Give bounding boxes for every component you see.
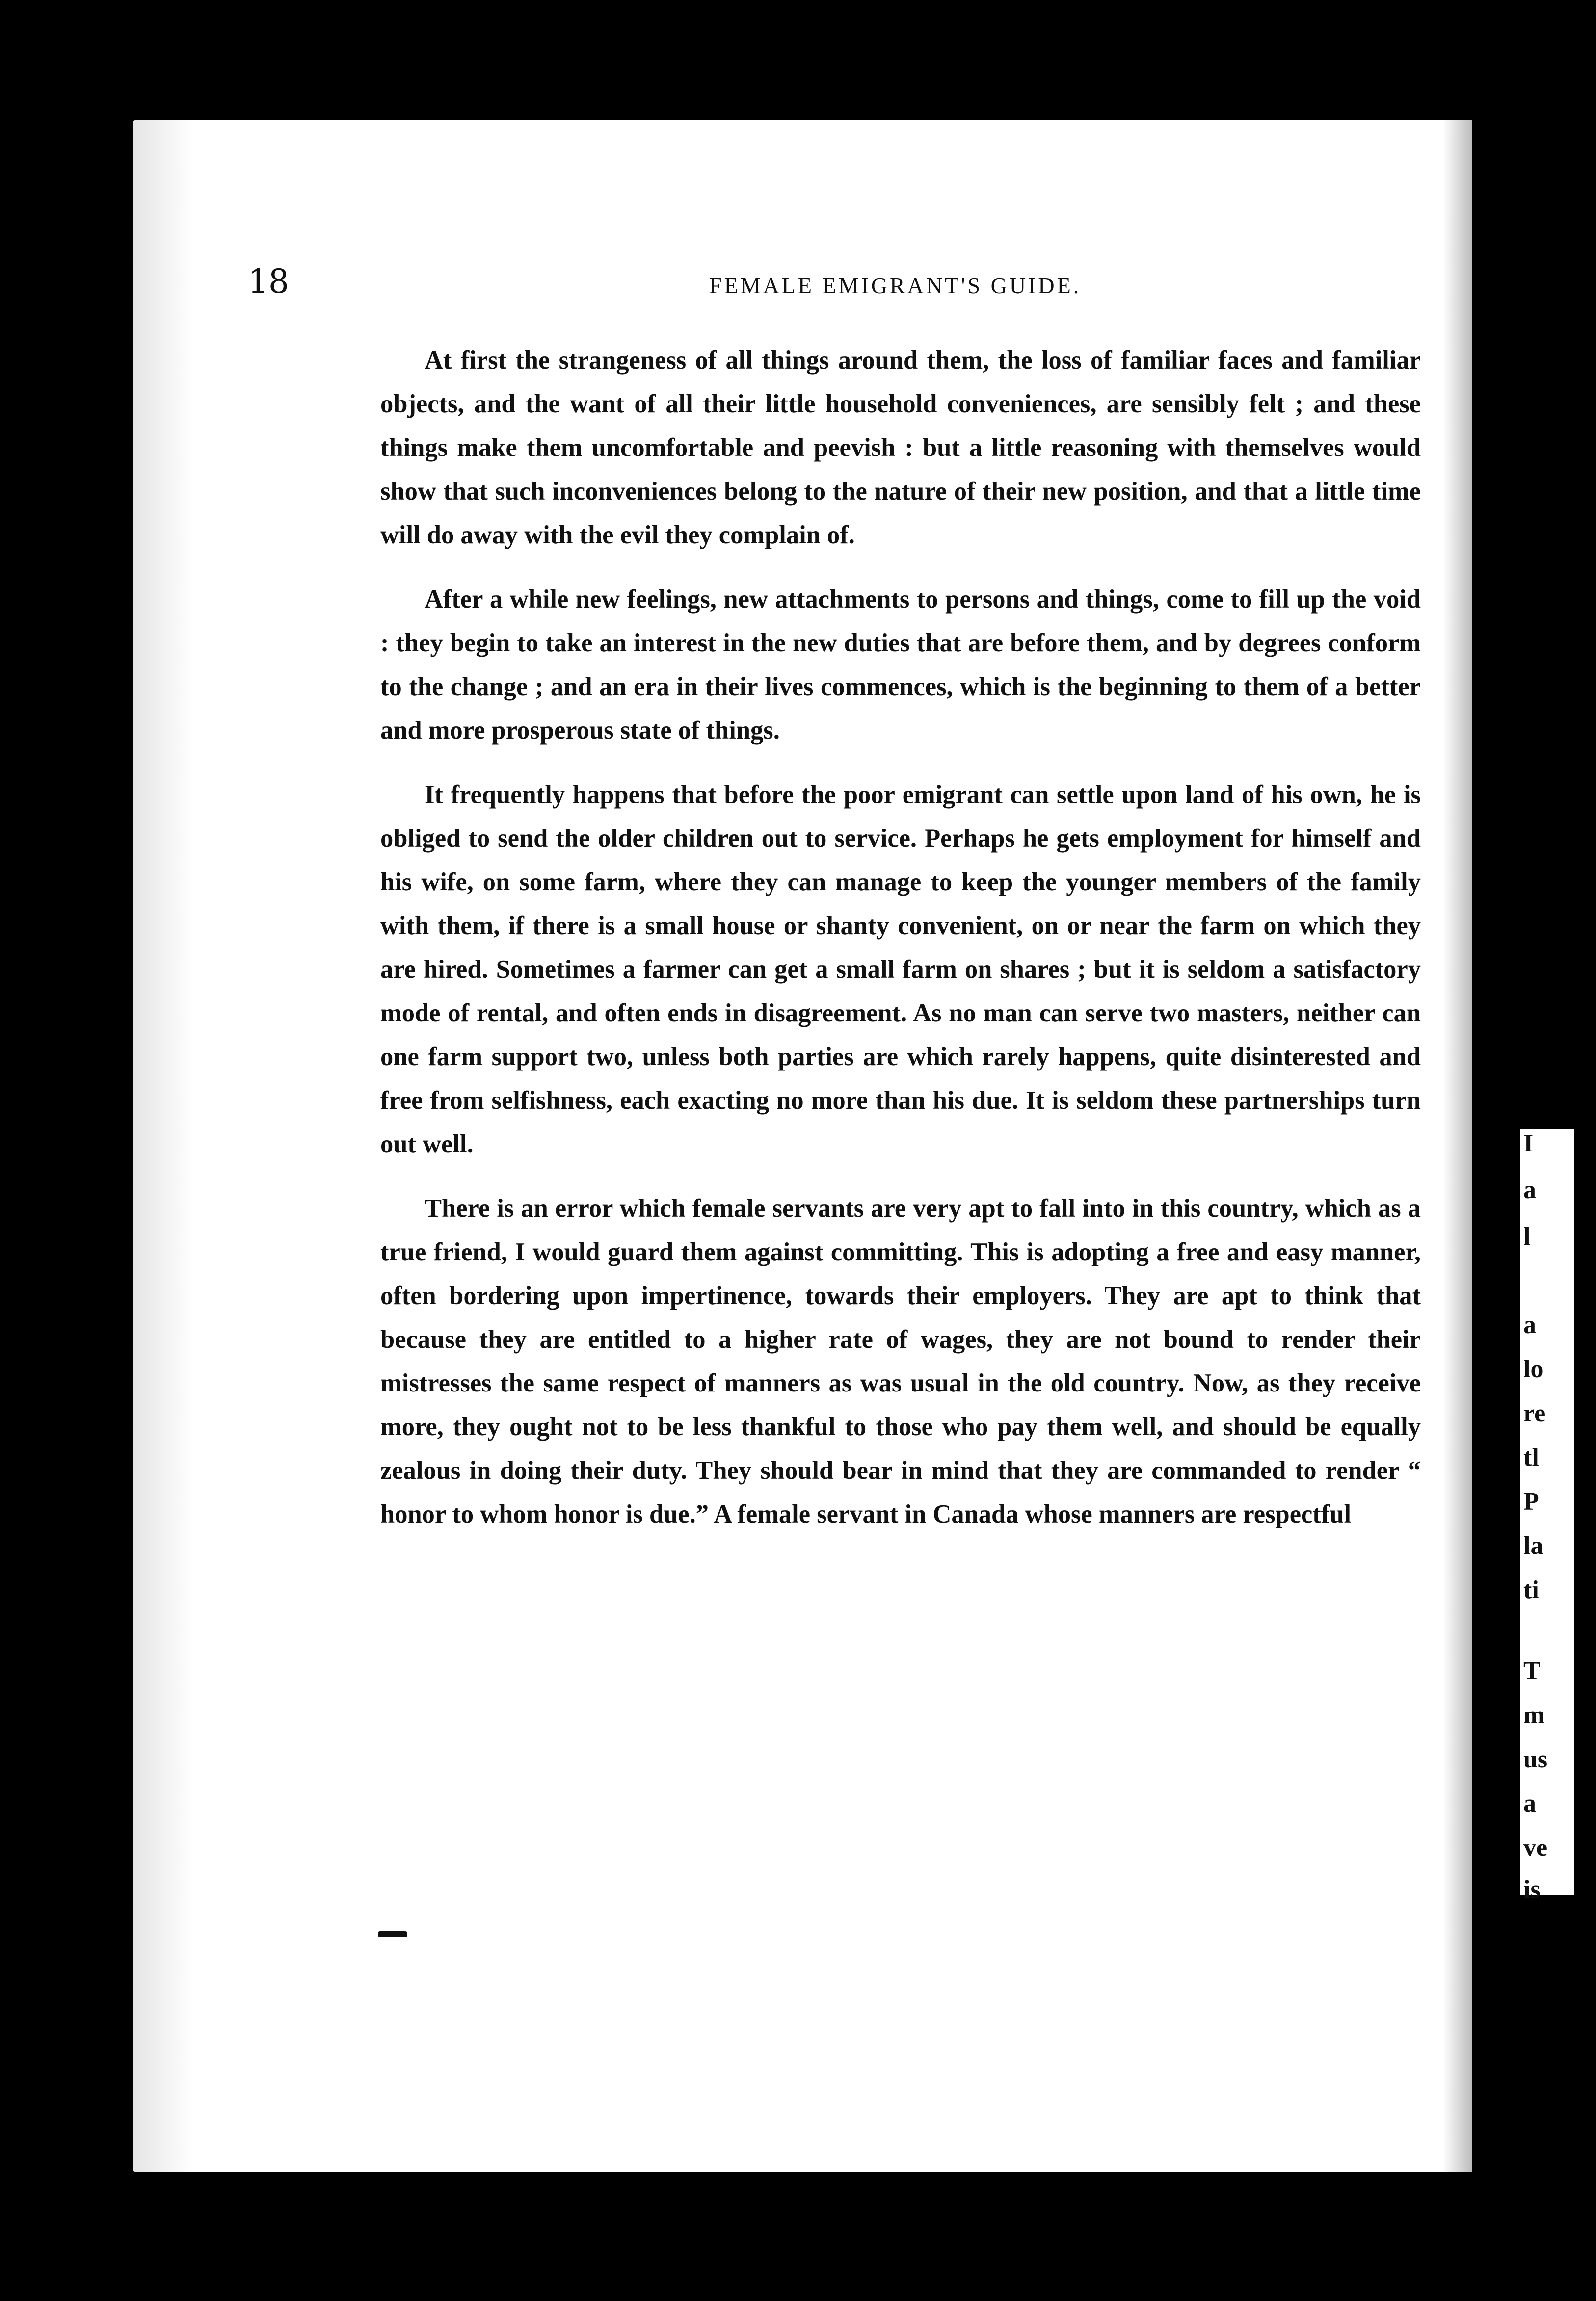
facing-page-fragment: a: [1523, 1311, 1536, 1339]
paragraph: There is an error which female servants are very apt to fall into in this country, which as a true friend, I would guard them against committing. This is adopting a free and easy manner, often bordering upon impertinence, towards their employers. They are apt to think that because they are entitled to a higher rate of wages, they are not bound to render their mistresses the same respect of manners as was usual in the old country. Now, as they receive more, they ought not to be less thankful to those who pay them well, and should be equally zealous in doing their duty. They should bear in mind that they are commanded to render “ honor to whom honor is due.” A female servant in Canada whose manners are respectful: [380, 1194, 1421, 1528]
binding-edge: [133, 120, 221, 2172]
facing-page-fragment: is: [1523, 1875, 1541, 1903]
facing-page-fragment: lo: [1523, 1355, 1543, 1383]
facing-page-fragment: ti: [1523, 1576, 1539, 1604]
facing-page-fragment: re: [1523, 1399, 1546, 1427]
facing-page-fragment: I: [1523, 1129, 1534, 1157]
facing-page-strip: [1520, 1129, 1574, 1903]
facing-page-fragment: us: [1523, 1745, 1548, 1773]
facing-page-fragment: la: [1523, 1532, 1543, 1560]
facing-page-fragment: T: [1523, 1657, 1541, 1685]
running-title: FEMALE EMIGRANT'S GUIDE.: [709, 273, 1082, 298]
facing-page-fragment: P: [1523, 1488, 1539, 1516]
paragraph: After a while new feelings, new attachments to persons and things, come to fill up the void : they begin to take an interest in the new duties that are before them, and by degrees conform to the change ; and an era in their lives commences, which is the beginning to them of a better and more prosperous state of things.: [380, 585, 1421, 745]
facing-page-fragment: tl: [1523, 1444, 1539, 1472]
facing-page-fragment: l: [1523, 1223, 1531, 1251]
facing-page-fragment: a: [1523, 1176, 1536, 1204]
printers-dash: [378, 1931, 407, 1937]
paragraph: It frequently happens that before the poor emigrant can settle upon land of his own, he is obliged to send the older children out to service. Perhaps he gets employment for himself and his wife, on some farm, where they can manage to keep the younger members of the family with them, if there is a small house or shanty convenient, on or near the farm on which they are hired. Sometimes a farmer can get a small farm on shares ; but it is seldom a satisfactory mode of rental, and often ends in disagreement. As no man can serve two masters, neither can one farm support two, unless both parties are which rarely happens, quite disinterested and free from selfishness, each exacting no more than his due. It is seldom these partnerships turn out well.: [380, 780, 1421, 1158]
page-header: [248, 263, 1431, 317]
facing-page-fragment: ve: [1523, 1834, 1548, 1862]
paragraph: At first the strangeness of all things around them, the loss of familiar faces and familiar objects, and the want of all their little household conveniences, are sensibly felt ; and these things make them uncomfortable and peevish : but a little reasoning with themselves would show that such inconveniences belong to the nature of their new position, and that a little time will do away with the evil they complain of.: [380, 346, 1421, 549]
facing-page-fragment: m: [1523, 1701, 1545, 1729]
body-text: [380, 339, 1421, 1557]
page-number: 18: [248, 263, 289, 300]
page-edge-shadow: [1443, 120, 1472, 2172]
facing-page-fragment: a: [1523, 1790, 1536, 1818]
